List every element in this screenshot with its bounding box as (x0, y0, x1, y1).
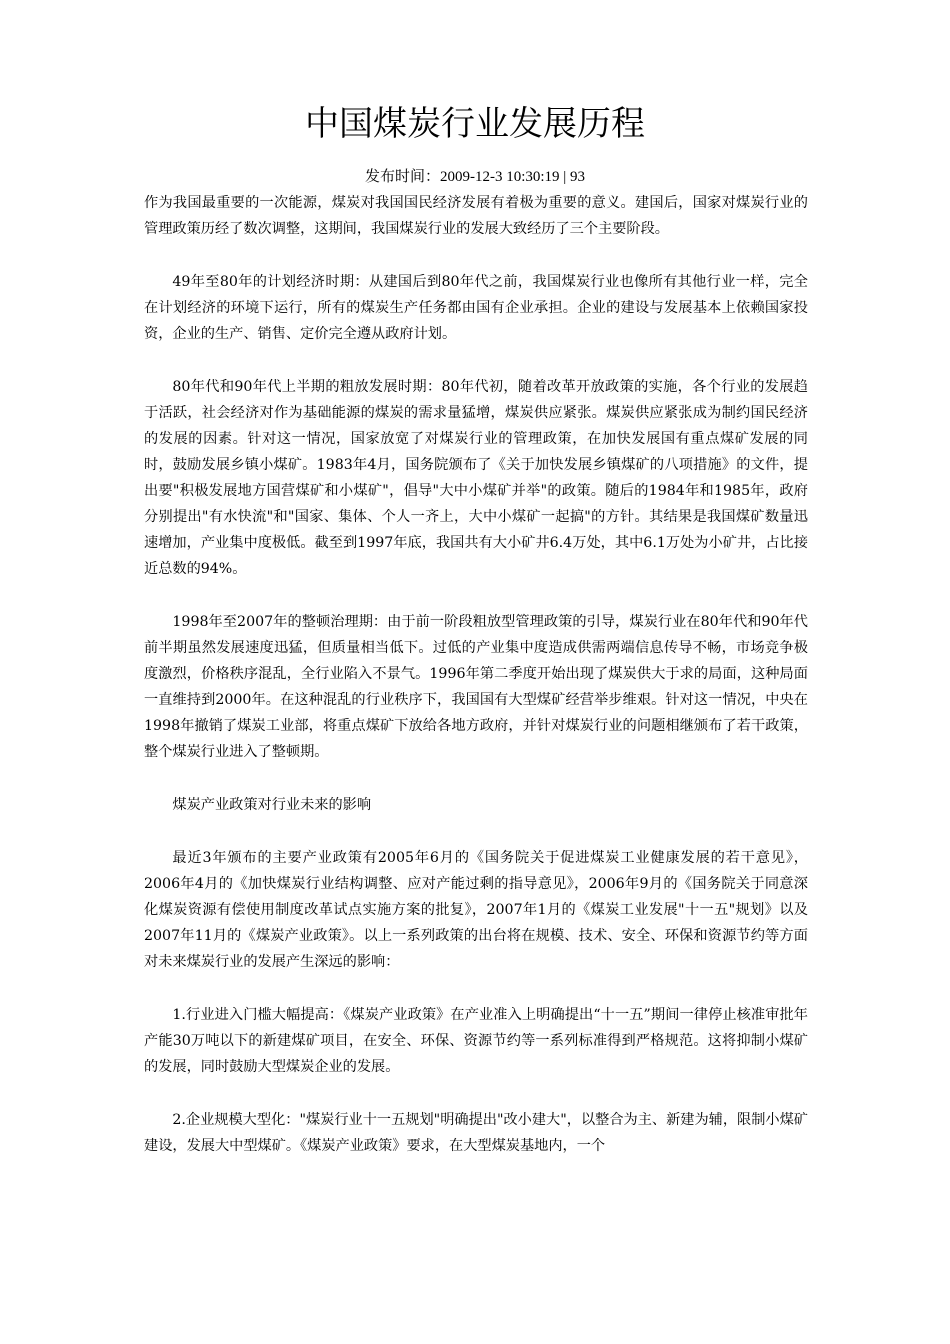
article-body (144, 190, 808, 1159)
paragraph-rectification-period: 1998年至2007年的整顿治理期：由于前一阶段粗放型管理政策的引导，煤炭行业在80年代和90年代前半期虽然发展速度迅猛，但质量相当低下。过低的产业集中度造成供需两端信息传导不畅，市场竞争极度激烈，价格秩序混乱，全行业陷入不景气。1996年第二季度开始出现了煤炭供大于求的局面，这种局面一直维持到2000年。在这种混乱的行业秩序下，我国国有大型煤矿经营举步维艰。针对这一情况，中央在1998年撤销了煤炭工业部，将重点煤矿下放给各地方政府，并针对煤炭行业的问题相继颁布了若干政策，整个煤炭行业进入了整顿期。 (144, 614, 808, 760)
paragraph-enterprise-scale: 2.企业规模大型化："煤炭行业十一五规划"明确提出"改小建大"，以整合为主、新建为辅，限制小煤矿建设，发展大中型煤矿。《煤炭产业政策》要求，在大型煤炭基地内，一个 (144, 1112, 808, 1154)
publish-info: 发布时间：2009-12-3 10:30:19 | 93 (364, 169, 586, 185)
section-heading-policy-impact: 煤炭产业政策对行业未来的影响 (172, 797, 372, 813)
paragraph-recent-policies: 最近3年颁布的主要产业政策有2005年6月的《国务院关于促进煤炭工业健康发展的若干意见》，2006年4月的《加快煤炭行业结构调整、应对产能过剩的指导意见》，2006年9月的《国务院关于同意深化煤炭资源有偿使用制度改革试点实施方案的批复》，2007年1月的《煤炭工业发展"十一五"规划》以及2007年11月的《煤炭产业政策》。以上一系列政策的出台将在规模、技术、安全、环保和资源节约等方面对未来煤炭行业的发展产生深远的影响： (144, 850, 808, 970)
paragraph-entry-threshold: 1.行业进入门槛大幅提高：《煤炭产业政策》在产业准入上明确提出“十一五”期间一律停止核准审批年产能30万吨以下的新建煤矿项目，在安全、环保、资源节约等一系列标准得到严格规范。这将抑制小煤矿的发展，同时鼓励大型煤炭企业的发展。 (144, 1007, 808, 1075)
document-title: 中国煤炭行业发展历程 (305, 104, 645, 144)
paragraph-planned-economy: 49年至80年的计划经济时期：从建国后到80年代之前，我国煤炭行业也像所有其他行业一样，完全在计划经济的环境下运行，所有的煤炭生产任务都由国有企业承担。企业的建设与发展基本上依赖国家投资，企业的生产、销售、定价完全遵从政府计划。 (144, 274, 808, 342)
paragraph-intro: 作为我国最重要的一次能源，煤炭对我国国民经济发展有着极为重要的意义。建国后，国家对煤炭行业的管理政策历经了数次调整，这期间，我国煤炭行业的发展大致经历了三个主要阶段。 (144, 195, 808, 237)
paragraph-extensive-development: 80年代和90年代上半期的粗放发展时期：80年代初，随着改革开放政策的实施，各个行业的发展趋于活跃，社会经济对作为基础能源的煤炭的需求量猛增，煤炭供应紧张。煤炭供应紧张成为制约国民经济的发展的因素。针对这一情况，国家放宽了对煤炭行业的管理政策，在加快发展国有重点煤矿发展的同时，鼓励发展乡镇小煤矿。1983年4月，国务院颁布了《关于加快发展乡镇煤矿的八项措施》的文件，提出要"积极发展地方国营煤矿和小煤矿"，倡导"大中小煤矿并举"的政策。随后的1984年和1985年，政府分别提出"有水快流"和"国家、集体、个人一齐上，大中小煤矿一起搞"的方针。其结果是我国煤矿数量迅速增加，产业集中度极低。截至到1997年底，我国共有大小矿井6.4万处，其中6.1万处为小矿井，占比接近总数的94%。 (144, 379, 808, 577)
